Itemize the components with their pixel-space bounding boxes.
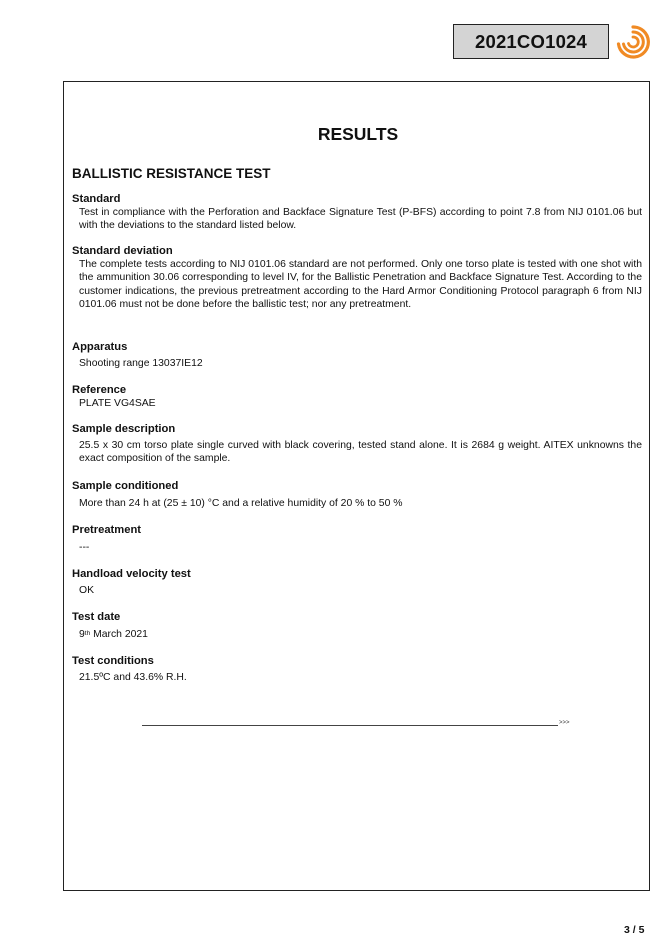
handload-velocity-label: Handload velocity test (72, 568, 191, 580)
standard-text: Test in compliance with the Perforation and Backface Signature Test (P-BFS) according to point 7.8 from NIJ 0101.06 but with the deviations to the standard listed below. (79, 207, 642, 232)
apparatus-field (72, 341, 642, 370)
test-conditions-text: 21.5ºC and 43.6% R.H. (79, 672, 187, 683)
standard-deviation-text: The complete tests according to NIJ 0101.06 standard are not performed. Only one torso plate is tested with one shot with the ammunition 30.06 corresponding to level IV, for the Ballistic Penetration and Backface Signature Test. According to the customer indications, the previous pretreatment according to the Hard Armor Conditioning Protocol paragraph 6 from NIJ 0101.06 must not be done before the ballistic test; nor any pretreatment. (79, 259, 642, 310)
report-number-box (453, 24, 609, 59)
continuation-mark: >>> (559, 720, 570, 726)
handload-velocity-field (72, 568, 642, 597)
page-number: 3 / 5 (624, 924, 645, 936)
standard-field (72, 193, 642, 233)
sample-conditioned-label: Sample conditioned (72, 480, 179, 492)
test-date-rest: March 2021 (90, 629, 148, 640)
test-date-text (72, 628, 642, 641)
apparatus-text: Shooting range 13037IE12 (79, 358, 203, 369)
continuation-rule (142, 725, 558, 726)
reference-text: PLATE VG4SAE (79, 398, 156, 409)
report-number: 2021CO1024 (474, 30, 588, 52)
pretreatment-text: --- (79, 542, 90, 553)
test-date-day: 9 (79, 629, 85, 640)
pretreatment-field (72, 524, 642, 554)
test-conditions-field (72, 655, 642, 684)
reference-field (72, 384, 642, 410)
handload-velocity-text: OK (79, 585, 95, 596)
sample-conditioned-text: More than 24 h at (25 ± 10) °C and a relative humidity of 20 % to 50 % (79, 498, 403, 509)
page-title: RESULTS (317, 124, 399, 144)
apparatus-label: Apparatus (72, 341, 128, 353)
sample-conditioned-field (72, 480, 642, 510)
reference-label: Reference (72, 384, 127, 396)
sample-description-label: Sample description (72, 423, 176, 435)
standard-deviation-label: Standard deviation (72, 245, 173, 257)
test-date-label: Test date (72, 611, 121, 623)
sample-description-field (72, 423, 642, 466)
standard-label: Standard (72, 193, 121, 205)
pretreatment-label: Pretreatment (72, 524, 142, 536)
test-date-field (72, 611, 642, 641)
aitex-logo-icon (615, 24, 651, 60)
test-conditions-label: Test conditions (72, 655, 154, 667)
standard-deviation-field (72, 245, 642, 311)
test-date-day-suffix: th (84, 630, 91, 637)
sample-description-text: 25.5 x 30 cm torso plate single curved with black covering, tested stand alone. It is 2684 g weight. AITEX unknowns the exact composition of the sample. (79, 440, 642, 465)
section-title: BALLISTIC RESISTANCE TEST (72, 166, 271, 181)
